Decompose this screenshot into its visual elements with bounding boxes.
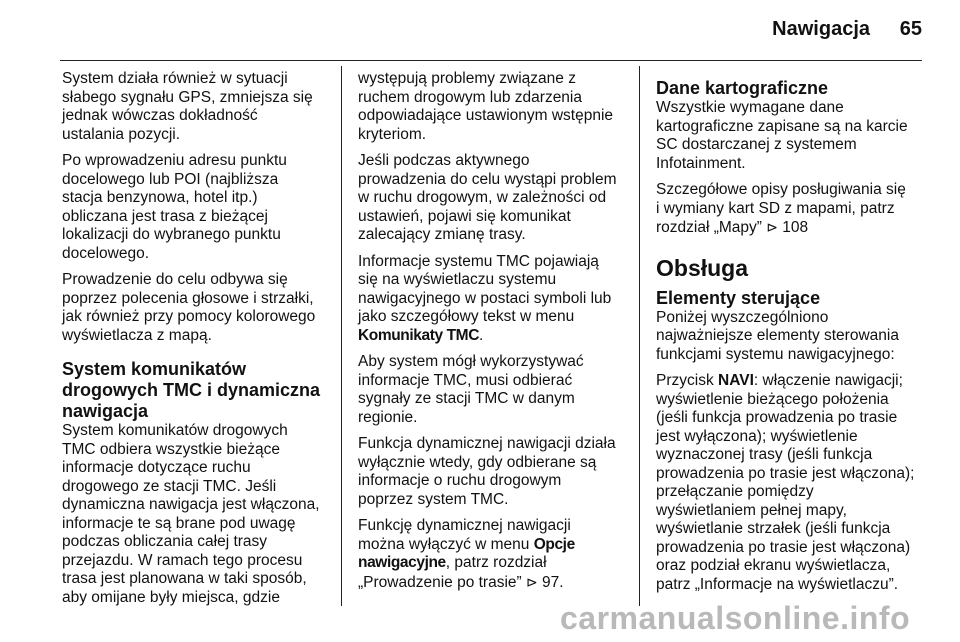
paragraph: Poniżej wyszczególniono najważniejsze elementy sterowania funkcjami systemu nawigacyjnego: <box>656 308 899 363</box>
page-number: 65 <box>899 18 922 40</box>
paragraph <box>358 253 630 346</box>
paragraph: Jeśli podczas aktywnego prowadzenia do celu wystąpi problem w ruchu drogowym, w zależności od ustawień, pojawi się komunikat zalecający zmianę trasy. <box>358 152 617 243</box>
paragraph <box>656 181 938 238</box>
heading-operation: Obsługa <box>656 254 749 281</box>
page-header <box>0 0 960 56</box>
menu-name-tmc: Komunikaty TMC <box>358 326 479 344</box>
paragraph-text: Przycisk <box>656 372 718 389</box>
watermark: carmanualsonline.info <box>560 600 911 636</box>
paragraph <box>358 517 630 592</box>
paragraph: występują problemy związane z ruchem drogowym lub zdarzenia odpowiadające ustawionym wstępnie kryteriom. <box>358 70 614 143</box>
paragraph-text: Szczegółowe opisy posługiwania się i wymiany kart SD z mapami, patrz rozdział „Mapy” <box>656 181 906 236</box>
column-1 <box>62 66 334 615</box>
heading-map-data: Dane kartograficzne <box>656 78 829 98</box>
page-reference-arrow-icon: ⊳ <box>526 573 538 590</box>
paragraph: Prowadzenie do celu odbywa się poprzez polecenia głosowe i strzałki, jak również przy pomocy kolorowego wyświetlacza z mapą. <box>62 271 316 344</box>
menu-name-options: Opcje <box>533 535 575 553</box>
paragraph: Wszystkie wymagane dane kartograficzne zapisane są na karcie SC dostarczanej z systemem Infotainment. <box>656 99 908 172</box>
page-reference: 97. <box>537 573 564 591</box>
paragraph-text: Informacje systemu TMC pojawiają się na wyświetlaczu systemu nawigacyjnego w postaci symboli lub jako szczegółowy tekst w menu <box>358 252 612 325</box>
paragraph-text: . <box>479 326 484 344</box>
menu-name-navigation: nawigacyjne <box>358 554 446 571</box>
column-3 <box>656 66 938 602</box>
paragraph-text: : włączenie nawigacji; wyświetlenie bieżącego położenia (jeśli funkcja prowadzenia po trasie jest wyłączona); wyświetlenie wyznaczonej trasy (jeśli funkcja prowadzenia po trasie jest włączona); przełączanie pomiędzy wyświetlaniem pełnej mapy, wyświetlanie strzałek (jeśli funkcja prowadzenia po trasie jest włączona) oraz podział ekranu wyświetlacza, patrz „Informacje na wyświetlaczu”. <box>656 372 915 593</box>
page-reference: 108 <box>777 219 809 236</box>
column-2 <box>358 66 630 600</box>
paragraph: Po wprowadzeniu adresu punktu docelowego lub POI (najbliższa stacja benzynowa, hotel itp.) obliczana jest trasa z bieżącej lokalizacji do wybranego punktu docelowego. <box>62 152 287 262</box>
page-reference-arrow-icon: ⊳ <box>766 219 778 235</box>
paragraph: Aby system mógł wykorzystywać informacje TMC, musi odbierać sygnały ze stacji TMC w danym regionie. <box>358 353 584 426</box>
heading-controls: Elementy sterujące <box>656 287 821 308</box>
column-divider-1 <box>341 66 342 606</box>
section-title: Nawigacja <box>772 18 870 40</box>
paragraph-text: Funkcję dynamicznej nawigacji można wyłączyć w menu <box>358 517 571 553</box>
heading-tmc: System komunikatów drogowych TMC i dynamiczna nawigacja <box>62 359 321 421</box>
paragraph: System działa również w sytuacji słabego sygnału GPS, zmniejsza się jednak wówczas dokładność ustalania pozycji. <box>62 70 313 143</box>
button-name-navi: NAVI <box>718 372 754 389</box>
paragraph: Funkcja dynamicznej nawigacji działa wyłącznie wtedy, gdy odbierane są informacje o ruchu drogowym poprzez system TMC. <box>358 435 616 508</box>
column-divider-2 <box>639 66 640 606</box>
paragraph <box>656 372 938 594</box>
paragraph: System komunikatów drogowych TMC odbiera wszystkie bieżące informacje dotyczące ruchu drogowego ze stacji TMC. Jeśli dynamiczna nawigacja jest włączona, informacje te są brane pod uwagę podczas obliczania całej trasy przejazdu. W ramach tego procesu trasa jest planowana w taki sposób, aby omijane były miejsca, gdzie <box>62 422 320 606</box>
paragraph-text: , patrz rozdział „Prowadzenie po trasie” <box>358 554 547 591</box>
header-rule <box>60 60 922 61</box>
